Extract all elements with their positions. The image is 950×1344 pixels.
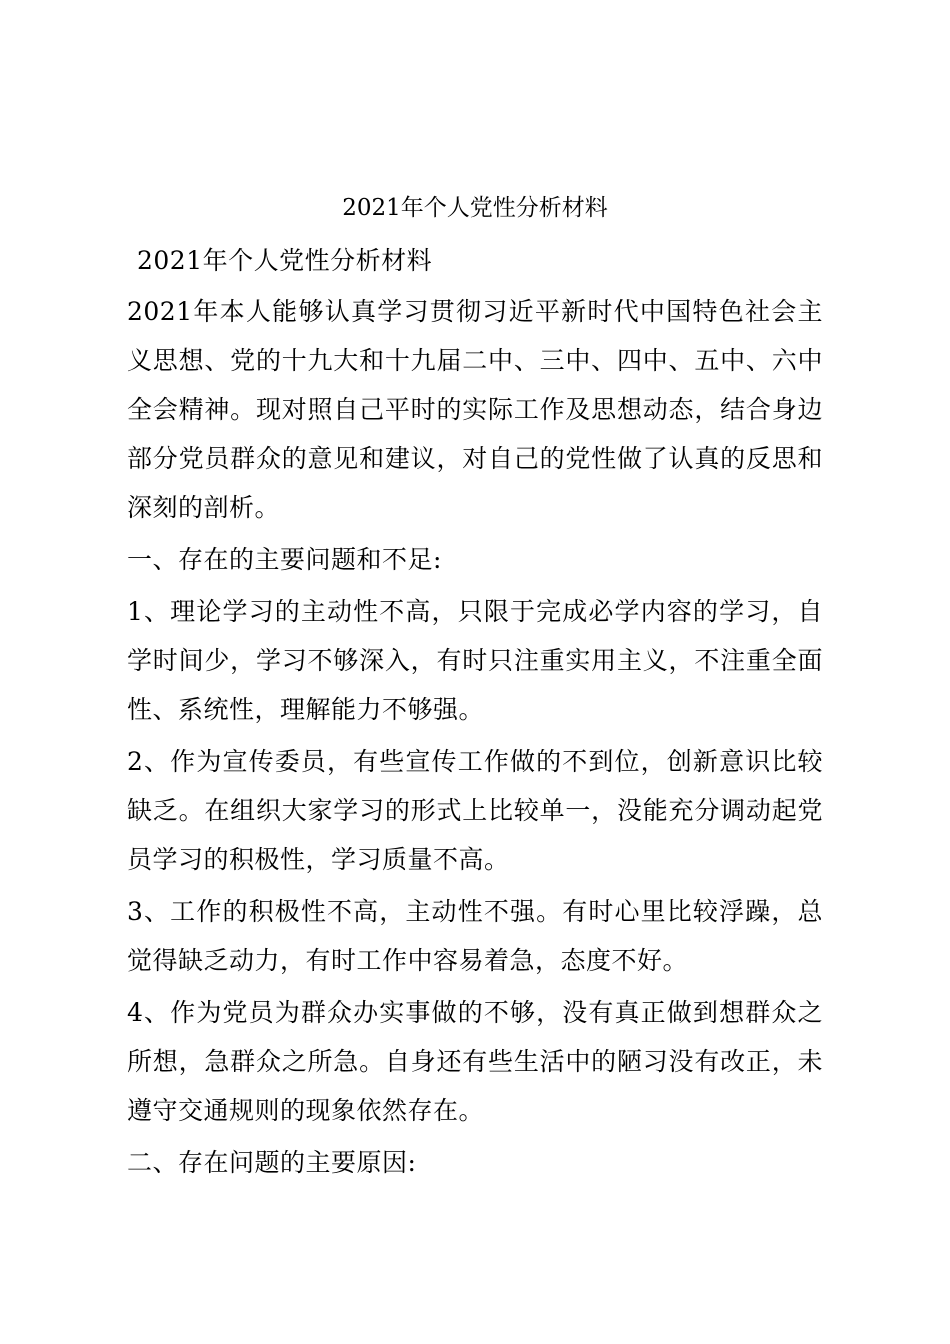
section-heading-causes: 二、存在问题的主要原因: [127,1148,417,1177]
document-title: 2021年个人党性分析材料 [342,195,608,221]
section-heading-problems: 一、存在的主要问题和不足: [127,545,442,574]
intro-paragraph: 2021年本人能够认真学习贯彻习近平新时代中国特色社会主义思想、党的十九大和十九届二中、三中、四中、五中、六中全会精神。现对照自己平时的实际工作及思想动态，结合身边部分党员群众的意见和建议，对自己的党性做了认真的反思和深刻的剖析。 [127,297,823,522]
document-body [127,236,823,1190]
problem-item-2: 2、作为宣传委员，有些宣传工作做的不到位，创新意识比较缺乏。在组织大家学习的形式上比较单一，没能充分调动起党员学习的积极性，学习质量不高。 [127,747,823,874]
problem-item-3: 3、工作的积极性不高，主动性不强。有时心里比较浮躁，总觉得缺乏动力，有时工作中容易着急，态度不好。 [127,897,823,975]
problem-item-4: 4、作为党员为群众办实事做的不够，没有真正做到想群众之所想，急群众之所急。自身还有些生活中的陋习没有改正，未遵守交通规则的现象依然存在。 [127,998,823,1125]
document-subtitle: 2021年个人党性分析材料 [137,246,433,275]
problem-item-1: 1、理论学习的主动性不高，只限于完成必学内容的学习，自学时间少，学习不够深入，有时只注重实用主义，不注重全面性、系统性，理解能力不够强。 [127,597,823,724]
